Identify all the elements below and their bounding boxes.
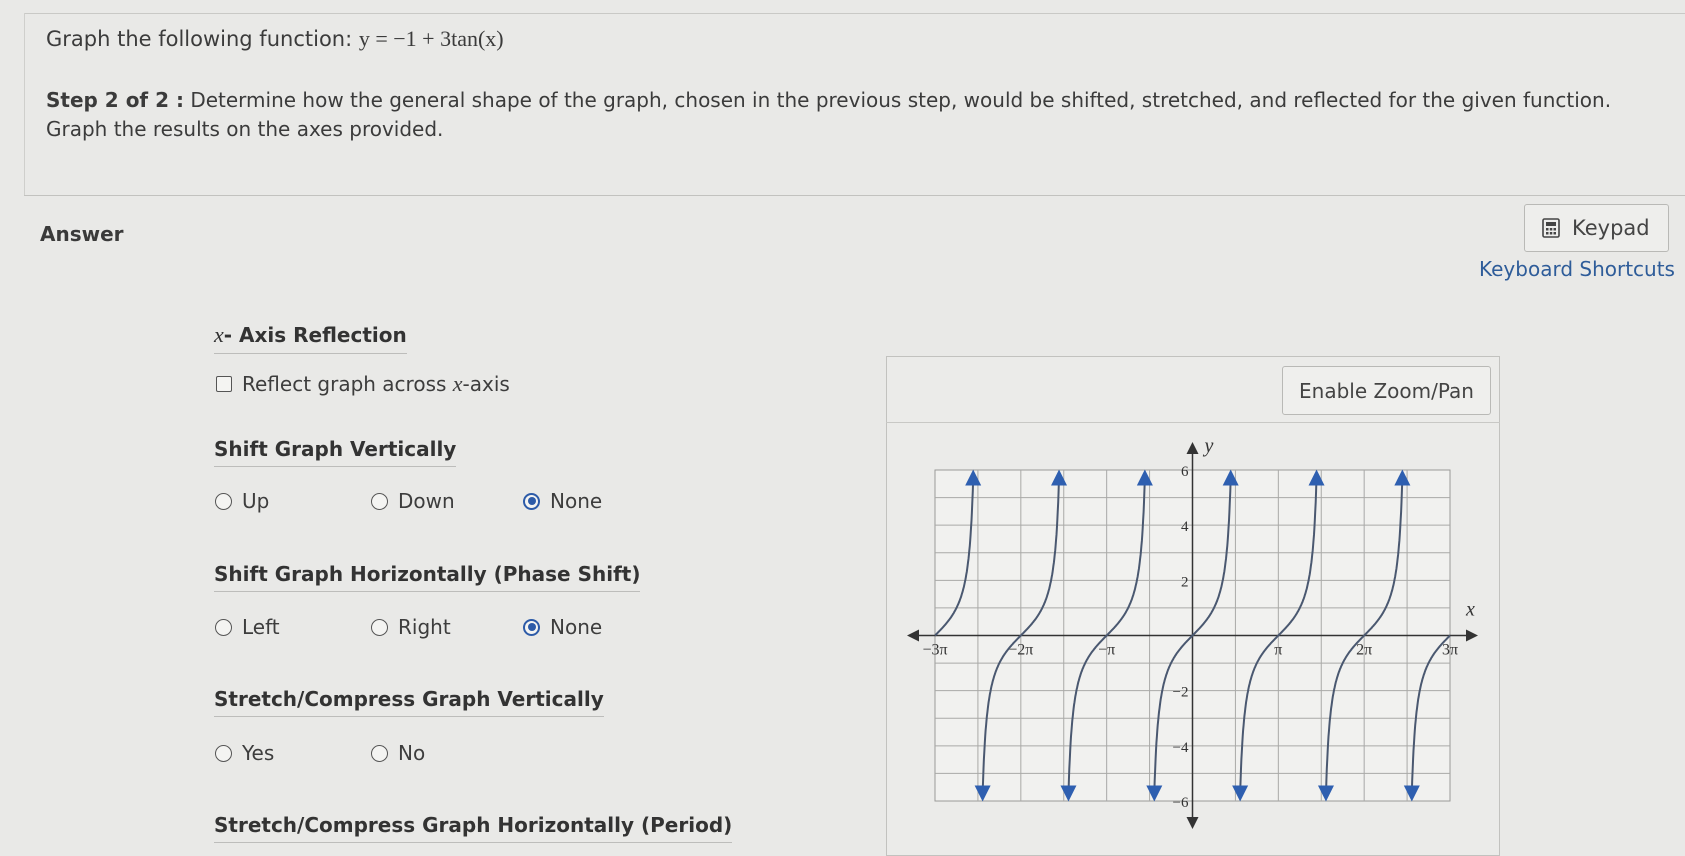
radio-button[interactable]: [215, 493, 232, 510]
radio-label: Right: [398, 615, 451, 639]
x-tick-label: −2π: [1008, 641, 1034, 659]
keypad-label: Keypad: [1572, 216, 1650, 240]
left-border: [24, 13, 25, 195]
graph-toolbar-divider: [886, 422, 1500, 423]
reflection-title-text: - Axis Reflection: [223, 323, 407, 347]
y-axis-label: y: [1204, 435, 1214, 457]
graph-canvas[interactable]: [905, 430, 1495, 840]
radio-horizontal-left[interactable]: [215, 615, 280, 639]
question-prompt: Graph the following function:: [46, 27, 353, 51]
radio-button[interactable]: [371, 619, 388, 636]
y-tick-label: 6: [1181, 464, 1189, 480]
y-tick-label: −4: [1172, 739, 1189, 756]
radio-label: Down: [398, 489, 455, 513]
radio-button[interactable]: [215, 745, 232, 762]
y-axis-arrow-up: [1187, 442, 1199, 454]
x-tick-label: 3π: [1441, 641, 1459, 659]
step-label: Step 2 of 2 :: [46, 88, 184, 112]
radio-label: Yes: [242, 741, 275, 765]
y-tick-label: 2: [1181, 574, 1189, 591]
reflect-checkbox-option[interactable]: [216, 371, 510, 397]
radio-button[interactable]: [215, 619, 232, 636]
reflection-title: [214, 322, 407, 354]
horizontal-shift-title: Shift Graph Horizontally (Phase Shift): [214, 562, 640, 592]
vertical-shift-title: Shift Graph Vertically: [214, 437, 456, 467]
y-tick-label: −2: [1172, 684, 1189, 701]
radio-stretch-yes[interactable]: [215, 741, 274, 765]
step-instructions: [46, 86, 1646, 144]
vertical-stretch-title: Stretch/Compress Graph Vertically: [214, 687, 604, 717]
y-axis-arrow-down: [1187, 817, 1199, 829]
radio-label: Left: [242, 615, 280, 639]
question-equation: y = −1 + 3tan(x): [358, 26, 504, 51]
radio-horizontal-none[interactable]: [523, 615, 602, 639]
radio-button-selected[interactable]: [523, 493, 540, 510]
y-tick-label: −6: [1172, 795, 1189, 811]
radio-button-selected[interactable]: [523, 619, 540, 636]
radio-vertical-up[interactable]: [215, 489, 269, 513]
enable-zoom-pan-button[interactable]: Enable Zoom/Pan: [1282, 366, 1491, 415]
radio-vertical-down[interactable]: [371, 489, 455, 513]
x-tick-label: −3π: [922, 641, 948, 659]
keyboard-shortcuts-link[interactable]: Keyboard Shortcuts: [1479, 257, 1675, 281]
reflect-checkbox[interactable]: [216, 376, 232, 392]
answer-label: Answer: [40, 222, 124, 246]
x-tick-label: π: [1274, 641, 1283, 659]
x-axis-arrow-left: [907, 630, 919, 642]
radio-button[interactable]: [371, 493, 388, 510]
radio-label: Up: [242, 489, 270, 513]
x-tick-label: 2π: [1356, 641, 1373, 659]
x-axis-arrow-right: [1466, 630, 1478, 642]
horizontal-stretch-title: Stretch/Compress Graph Horizontally (Period): [214, 813, 732, 843]
radio-label: No: [398, 741, 426, 765]
calculator-icon: [1542, 218, 1560, 238]
reflect-checkbox-label: Reflect graph across x-axis: [242, 371, 510, 396]
top-border: [24, 13, 1685, 14]
reflection-title-var: x: [214, 322, 224, 347]
step-text: Determine how the general shape of the graph, chosen in the previous step, would be shifted, stretched, and reflected for the given function. Graph the results on the axes provided.: [46, 88, 1612, 141]
radio-button[interactable]: [371, 745, 388, 762]
radio-vertical-none[interactable]: [523, 489, 602, 513]
question-text: [46, 26, 504, 52]
radio-stretch-no[interactable]: [371, 741, 425, 765]
radio-horizontal-right[interactable]: [371, 615, 451, 639]
y-tick-label: 4: [1181, 519, 1189, 536]
keypad-button[interactable]: [1524, 204, 1669, 252]
radio-label: None: [550, 489, 603, 513]
x-axis-label: x: [1466, 598, 1475, 621]
x-tick-label: −π: [1098, 641, 1116, 659]
radio-label: None: [550, 615, 603, 639]
section-divider: [24, 195, 1685, 196]
